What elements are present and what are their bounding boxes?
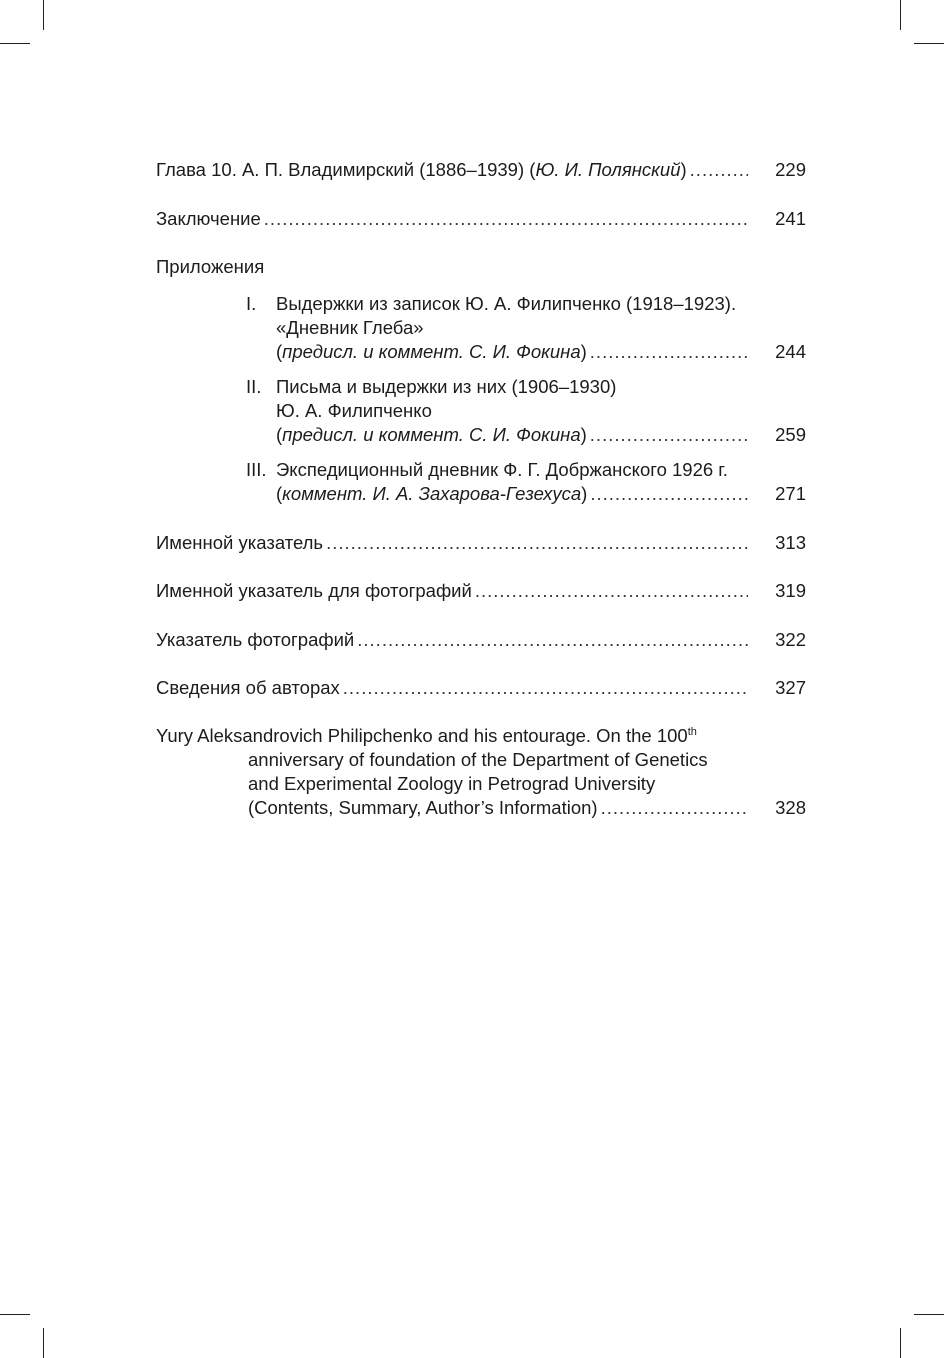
leader-dots bbox=[475, 579, 748, 603]
leader-dots bbox=[264, 207, 748, 231]
crop-mark-top-right-vertical bbox=[900, 0, 901, 30]
appendix-editor: предисл. и коммент. С. И. Фокина bbox=[282, 424, 581, 445]
toc-entry-title: Указатель фотографий bbox=[156, 629, 355, 650]
roman-numeral: III. bbox=[246, 459, 267, 480]
toc-appendix-2[interactable] bbox=[246, 375, 806, 447]
page-number: 229 bbox=[775, 159, 806, 180]
crop-mark-bottom-left-horizontal bbox=[0, 1314, 30, 1315]
toc-entry-photo-index[interactable] bbox=[156, 628, 806, 652]
paren-open: ( bbox=[276, 341, 283, 362]
appendix-credit-line bbox=[276, 340, 750, 364]
roman-numeral: II. bbox=[246, 376, 262, 397]
appendix-title-line-1: Письма и выдержки из них (1906–1930) bbox=[276, 376, 617, 397]
page-number: 313 bbox=[775, 532, 806, 553]
paren-open: ( bbox=[276, 483, 283, 504]
toc-entry-title: Заключение bbox=[156, 208, 261, 229]
toc-appendix-1[interactable] bbox=[246, 292, 806, 364]
toc-entry-title: Сведения об авторах bbox=[156, 677, 340, 698]
page-number: 271 bbox=[775, 483, 806, 504]
toc-appendix-3[interactable] bbox=[246, 458, 806, 506]
page-number: 259 bbox=[775, 424, 806, 445]
crop-mark-bottom-left-vertical bbox=[43, 1328, 44, 1358]
crop-mark-bottom-right-vertical bbox=[900, 1328, 901, 1358]
toc-entry-title bbox=[156, 158, 687, 182]
toc-entry-title: Именной указатель для фотографий bbox=[156, 580, 472, 601]
paren-open: ( bbox=[276, 424, 283, 445]
english-line-1-text: Yury Aleksandrovich Philipchenko and his entourage. On the 100 bbox=[156, 725, 688, 746]
toc-entry-english-summary[interactable] bbox=[156, 724, 806, 820]
toc-entry-chapter-10[interactable] bbox=[156, 158, 806, 182]
appendix-editor: коммент. И. А. Захарова-Гезехуса bbox=[282, 483, 582, 504]
leader-dots bbox=[590, 340, 750, 364]
paren-close: ) bbox=[581, 483, 588, 504]
page-number: 322 bbox=[775, 629, 806, 650]
leader-dots bbox=[326, 531, 748, 555]
english-line-3: and Experimental Zoology in Petrograd University bbox=[248, 773, 656, 794]
toc-entry-conclusion[interactable] bbox=[156, 207, 806, 231]
toc-entry-title: Именной указатель bbox=[156, 532, 324, 553]
english-line-1 bbox=[156, 724, 806, 748]
english-line-4 bbox=[156, 796, 806, 820]
crop-mark-top-right-horizontal bbox=[914, 43, 944, 44]
chapter-author: Ю. И. Полянский bbox=[535, 159, 681, 180]
appendix-credit-line bbox=[276, 482, 750, 506]
leader-dots bbox=[343, 676, 748, 700]
appendix-title-line-2: Ю. А. Филипченко bbox=[276, 400, 432, 421]
page-number: 241 bbox=[775, 208, 806, 229]
toc-appendices-heading bbox=[156, 255, 806, 279]
crop-mark-top-left-vertical bbox=[43, 0, 44, 30]
section-heading: Приложения bbox=[156, 256, 265, 277]
page-number: 319 bbox=[775, 580, 806, 601]
paren-close: ) bbox=[580, 424, 587, 445]
appendix-title-line-2: «Дневник Глеба» bbox=[276, 317, 424, 338]
appendix-editor: предисл. и коммент. С. И. Фокина bbox=[282, 341, 581, 362]
paren-close: ) bbox=[580, 341, 587, 362]
leader-dots bbox=[590, 423, 750, 447]
ordinal-suffix: th bbox=[687, 725, 697, 738]
leader-dots bbox=[590, 482, 750, 506]
crop-mark-bottom-right-horizontal bbox=[914, 1314, 944, 1315]
toc-entry-photo-name-index[interactable] bbox=[156, 579, 806, 603]
page-number: 244 bbox=[775, 341, 806, 362]
appendix-title-line-1: Экспедиционный дневник Ф. Г. Добржанского 1926 г. bbox=[276, 459, 728, 480]
toc-entry-name-index[interactable] bbox=[156, 531, 806, 555]
page-number: 328 bbox=[775, 797, 806, 818]
page-number: 327 bbox=[775, 677, 806, 698]
leader-dots bbox=[601, 796, 748, 820]
leader-dots bbox=[357, 628, 748, 652]
toc-entry-authors[interactable] bbox=[156, 676, 806, 700]
roman-numeral: I. bbox=[246, 293, 257, 314]
english-line-2: anniversary of foundation of the Department of Genetics bbox=[248, 749, 708, 770]
crop-mark-top-left-horizontal bbox=[0, 43, 30, 44]
english-line-4-text: (Contents, Summary, Author’s Information) bbox=[248, 797, 598, 818]
appendix-credit-line bbox=[276, 423, 750, 447]
leader-dots bbox=[690, 158, 748, 182]
appendix-title-line-1: Выдержки из записок Ю. А. Филипченко (1918–1923). bbox=[276, 293, 737, 314]
chapter-title-prefix: Глава 10. А. П. Владимирский (1886–1939) ( bbox=[156, 159, 536, 180]
chapter-title-suffix: ) bbox=[680, 159, 687, 180]
